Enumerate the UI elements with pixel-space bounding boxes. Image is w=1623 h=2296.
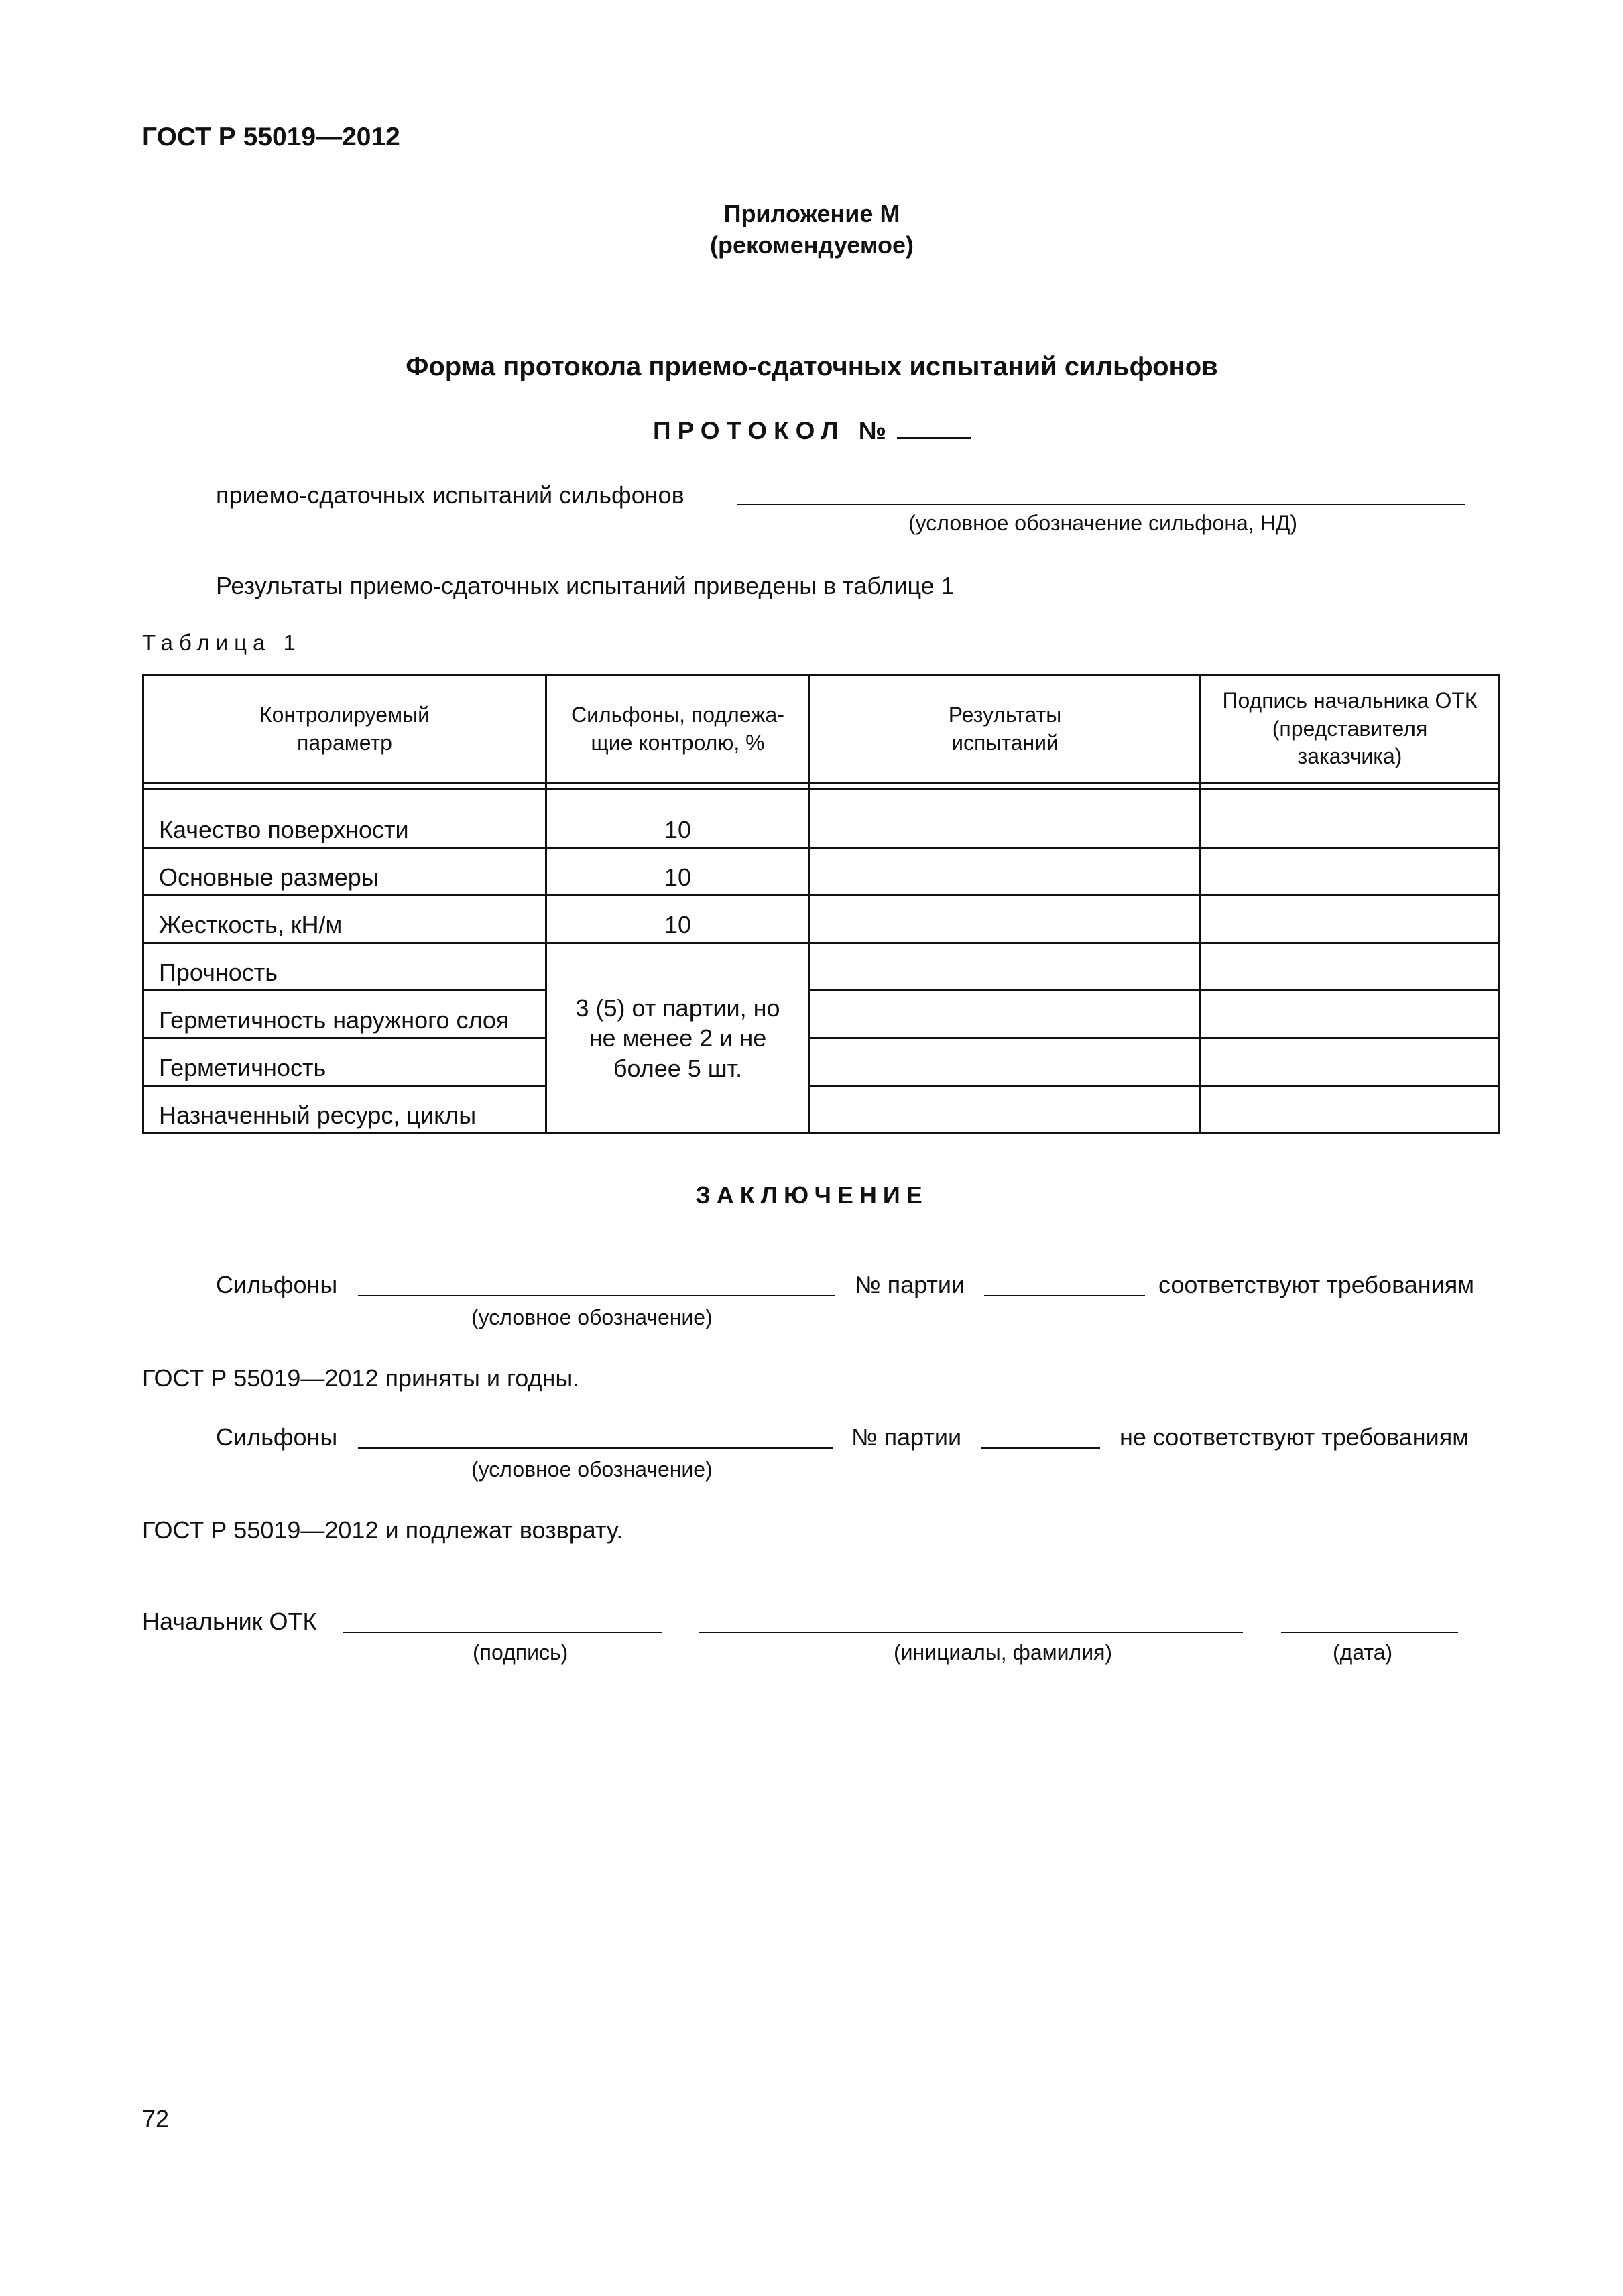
- intro-line: приемо-сдаточных испытаний сильфонов: [216, 481, 684, 509]
- table-row: [143, 896, 1500, 943]
- signature-label: Начальник ОТК: [142, 1608, 317, 1635]
- param-cell: Герметичность наружного слоя: [143, 991, 546, 1038]
- accept-tail: соответствуют требованиям: [1158, 1271, 1475, 1298]
- protocol-label: ПРОТОКОЛ №: [653, 417, 893, 444]
- signature-cell[interactable]: [1201, 790, 1500, 848]
- table-row: [143, 943, 1500, 991]
- name-field[interactable]: [699, 1632, 1243, 1633]
- accept-designation-field[interactable]: [358, 1295, 835, 1296]
- result-cell[interactable]: [810, 896, 1201, 943]
- annex-subtitle: (рекомендуемое): [710, 231, 914, 259]
- table-row: [143, 790, 1500, 848]
- param-cell: Жесткость, кН/м: [143, 896, 546, 943]
- date-field[interactable]: [1281, 1632, 1458, 1633]
- document-code: ГОСТ Р 55019—2012: [142, 123, 400, 152]
- signature-cell[interactable]: [1201, 943, 1500, 991]
- control-cell: 10: [546, 896, 810, 943]
- signature-caption: (подпись): [473, 1640, 568, 1665]
- table-caption: Таблица 1: [142, 630, 302, 655]
- conclusion-title: ЗАКЛЮЧЕНИЕ: [695, 1181, 928, 1209]
- reject-caption: (условное обозначение): [471, 1457, 713, 1482]
- reject-lead: Сильфоны: [216, 1423, 338, 1451]
- reject-continuation: ГОСТ Р 55019—2012 и подлежат возврату.: [142, 1516, 623, 1544]
- result-cell[interactable]: [810, 1038, 1201, 1086]
- control-cell: 10: [546, 848, 810, 896]
- table-row: [143, 848, 1500, 896]
- bellows-designation-caption: (условное обозначение сильфона, НД): [908, 511, 1298, 535]
- merged-control-cell: 3 (5) от партии, но не менее 2 и не более 5 шт.: [546, 943, 810, 1134]
- result-cell[interactable]: [810, 943, 1201, 991]
- header-separator: [143, 784, 1500, 790]
- result-cell[interactable]: [810, 790, 1201, 848]
- param-cell: Герметичность: [143, 1038, 546, 1086]
- header-signature: Подпись начальника ОТК (представителя заказчика): [1201, 675, 1500, 784]
- bellows-designation-field[interactable]: [737, 504, 1465, 505]
- signature-cell[interactable]: [1201, 896, 1500, 943]
- result-cell[interactable]: [810, 1086, 1201, 1134]
- results-table: [142, 674, 1500, 1134]
- signature-field[interactable]: [343, 1632, 662, 1633]
- page-number: 72: [142, 2105, 170, 2132]
- reject-designation-field[interactable]: [358, 1447, 833, 1449]
- header-results: Результаты испытаний: [810, 675, 1201, 784]
- signature-cell[interactable]: [1201, 1086, 1500, 1134]
- header-parameter: Контролируемый параметр: [143, 675, 546, 784]
- accept-continuation: ГОСТ Р 55019—2012 приняты и годны.: [142, 1364, 580, 1392]
- param-cell: Прочность: [143, 943, 546, 991]
- param-cell: Основные размеры: [143, 848, 546, 896]
- param-cell: Качество поверхности: [143, 790, 546, 848]
- date-caption: (дата): [1333, 1640, 1393, 1665]
- table-row: [143, 991, 1500, 1038]
- result-cell[interactable]: [810, 848, 1201, 896]
- param-cell: Назначенный ресурс, циклы: [143, 1086, 546, 1134]
- table-row: [143, 1086, 1500, 1134]
- reject-tail: не соответствуют требованиям: [1120, 1423, 1469, 1451]
- table-header-row: [143, 675, 1500, 784]
- protocol-heading: [141, 416, 1482, 445]
- results-sentence: Результаты приемо-сдаточных испытаний приведены в таблице 1: [216, 572, 955, 599]
- form-title: Форма протокола приемо-сдаточных испытаний сильфонов: [406, 352, 1218, 381]
- signature-cell[interactable]: [1201, 1038, 1500, 1086]
- accept-batch-label: № партии: [855, 1271, 965, 1298]
- annex-title: Приложение М: [723, 200, 900, 227]
- name-caption: (инициалы, фамилия): [894, 1640, 1113, 1665]
- signature-cell[interactable]: [1201, 848, 1500, 896]
- header-control-share: Сильфоны, подлежа- щие контролю, %: [546, 675, 810, 784]
- control-cell: 10: [546, 790, 810, 848]
- accept-batch-field[interactable]: [984, 1295, 1145, 1296]
- signature-cell[interactable]: [1201, 991, 1500, 1038]
- reject-batch-label: № партии: [851, 1423, 962, 1451]
- accept-lead: Сильфоны: [216, 1271, 338, 1298]
- protocol-number-blank[interactable]: [897, 416, 971, 439]
- reject-batch-field[interactable]: [981, 1447, 1100, 1449]
- table-row: [143, 1038, 1500, 1086]
- accept-caption: (условное обозначение): [471, 1305, 713, 1329]
- result-cell[interactable]: [810, 991, 1201, 1038]
